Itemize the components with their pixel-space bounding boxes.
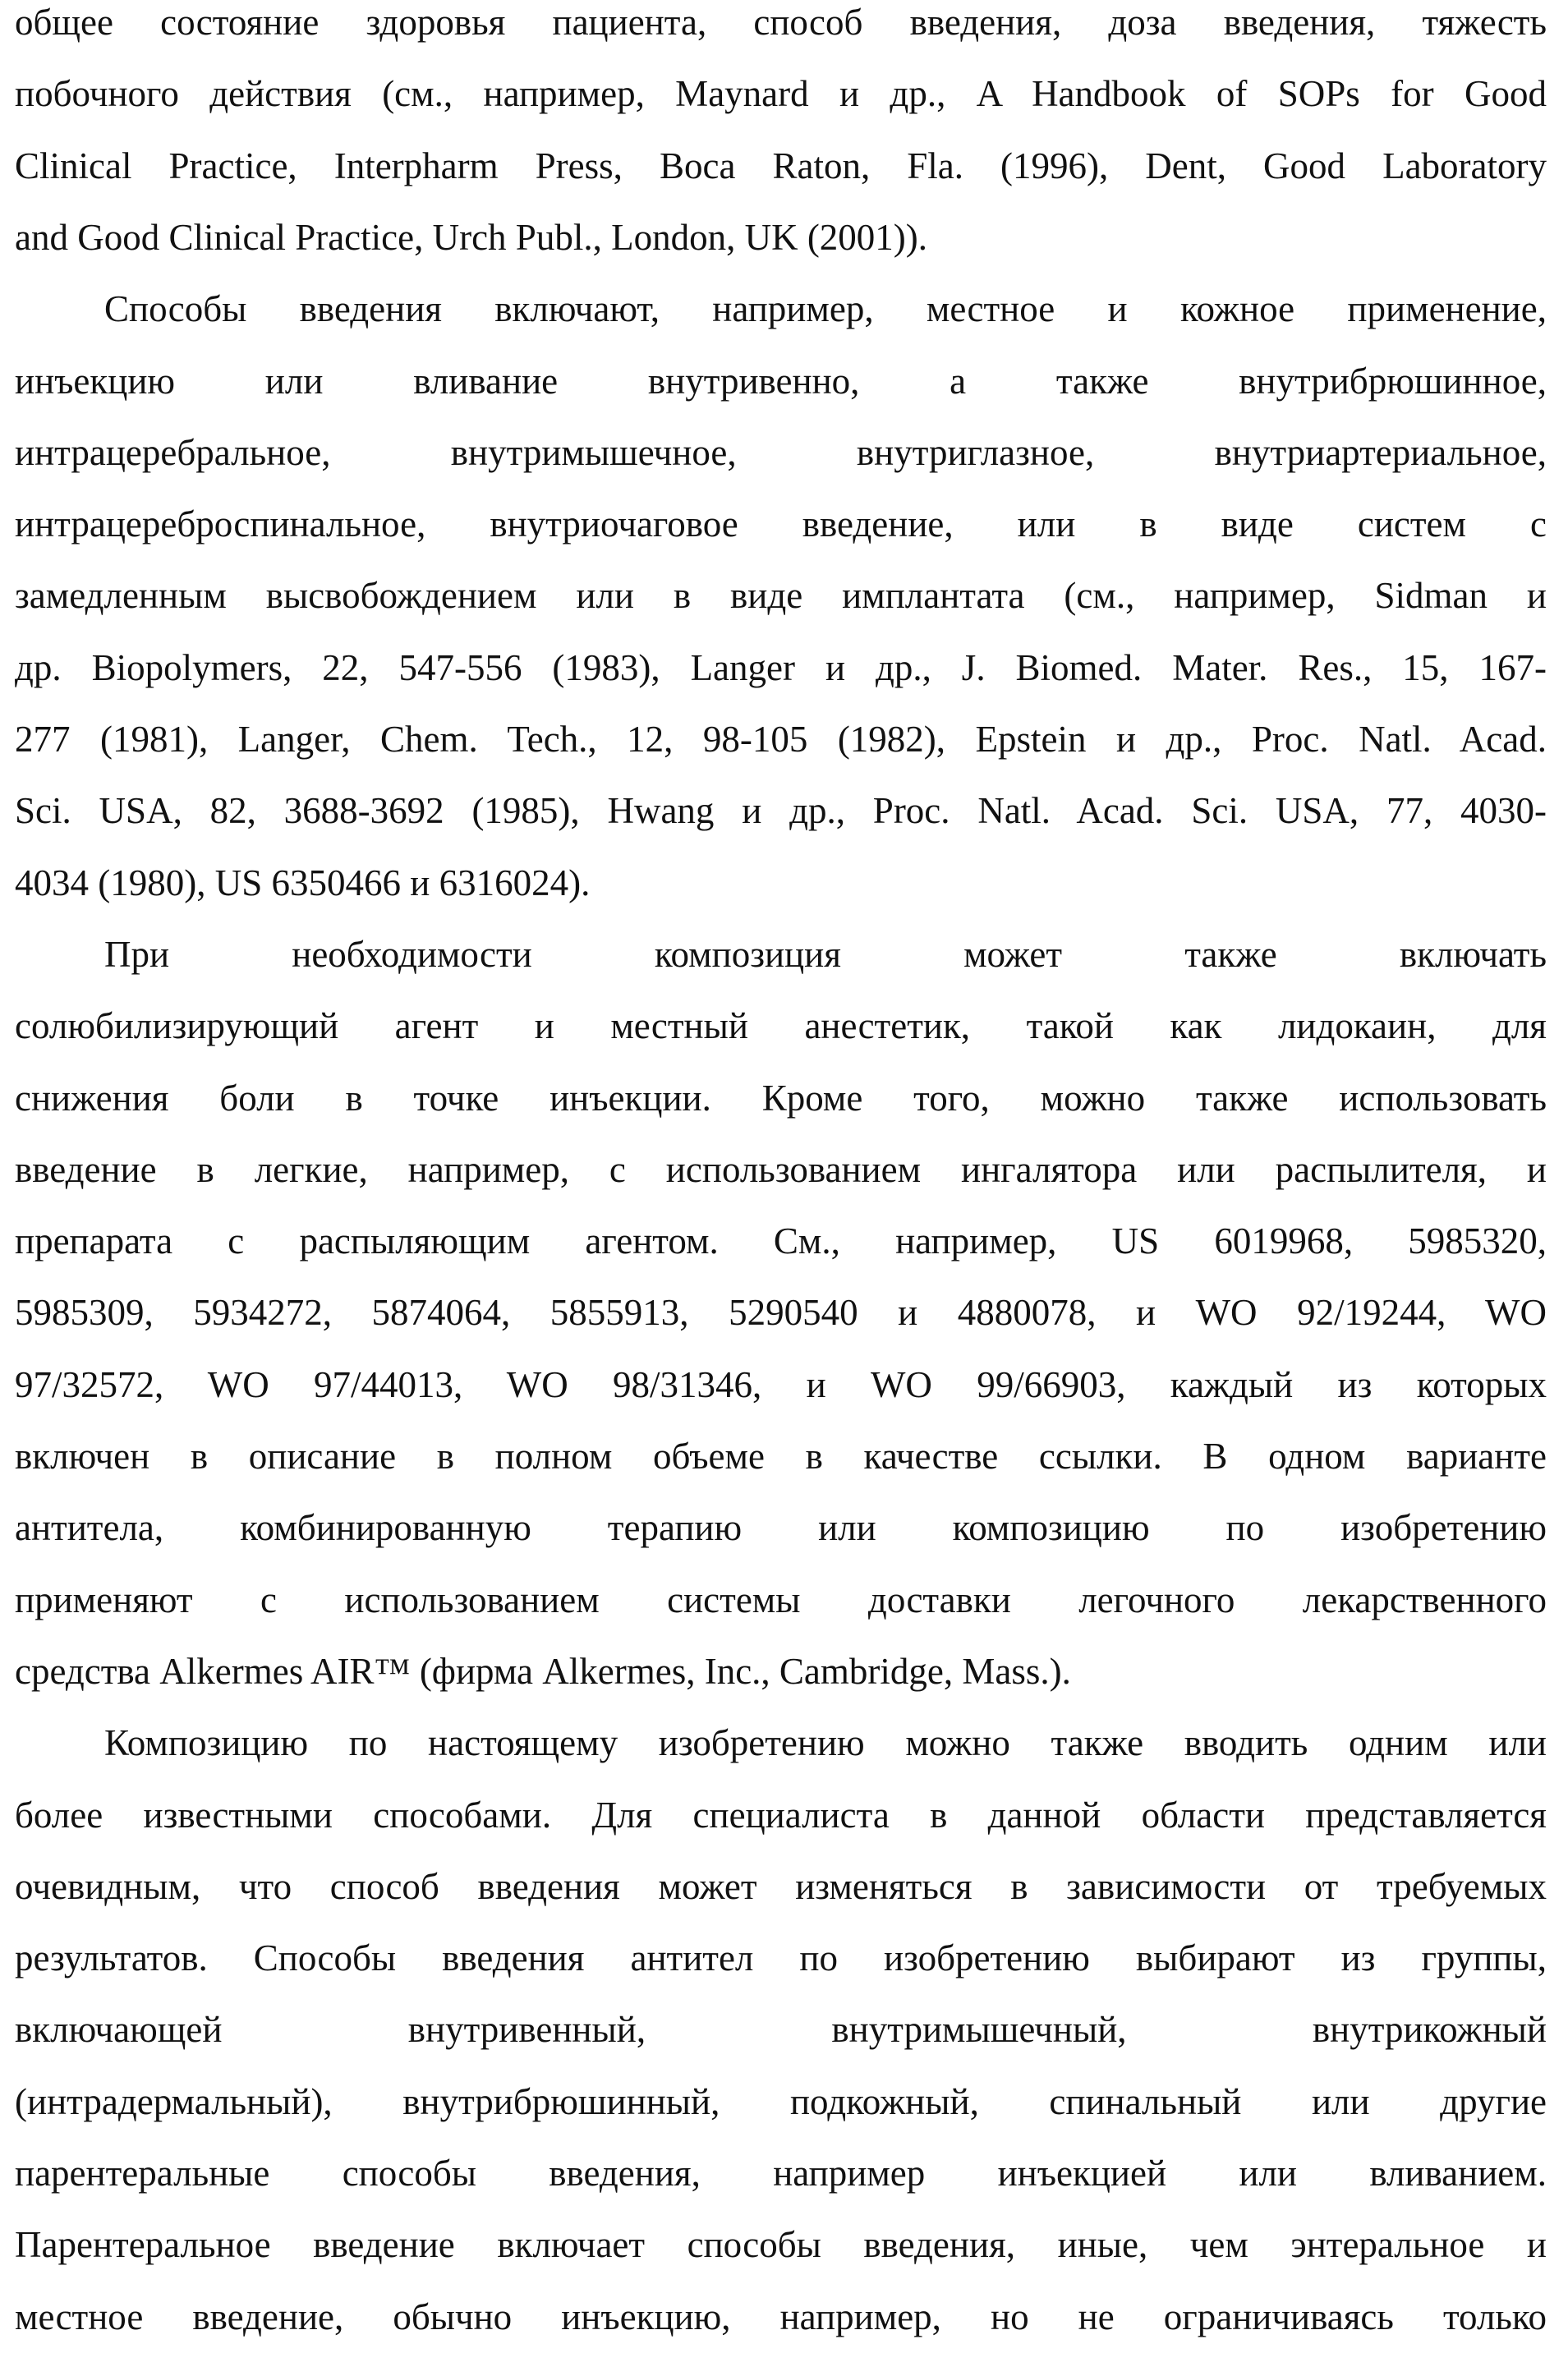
text-line: интрацеребральное, внутримышечное, внутриглазное, внутриартериальное, (15, 417, 1547, 489)
text-line: (интрадермальный), внутрибрюшинный, подкожный, спинальный или другие (15, 2066, 1547, 2138)
text-line: Способы введения включают, например, местное и кожное применение, (104, 273, 1547, 345)
text-line: снижения боли в точке инъекции. Кроме того, можно также использовать (15, 1063, 1547, 1134)
text-line: включающей внутривенный, внутримышечный, внутрикожный (15, 1994, 1547, 2066)
text-line: антитела, комбинированную терапию или композицию по изобретению (15, 1492, 1547, 1564)
text-line: препарата с распыляющим агентом. См., например, US 6019968, 5985320, (15, 1206, 1547, 1277)
text-line: 97/32572, WO 97/44013, WO 98/31346, и WO 99/66903, каждый из которых (15, 1349, 1547, 1421)
text-line: 277 (1981), Langer, Chem. Tech., 12, 98-105 (1982), Epstein и др., Proc. Natl. Acad. (15, 704, 1547, 775)
text-line: Композицию по настоящему изобретению можно также вводить одним или (104, 1707, 1547, 1779)
text-line: солюбилизирующий агент и местный анестетик, такой как лидокаин, для (15, 990, 1547, 1062)
text-line: результатов. Способы введения антител по изобретению выбирают из группы, (15, 1923, 1547, 1994)
text-line: др. Biopolymers, 22, 547-556 (1983), Langer и др., J. Biomed. Mater. Res., 15, 167- (15, 632, 1547, 704)
document-page (0, 0, 1568, 2342)
text-line: замедленным высвобождением или в виде имплантата (см., например, Sidman и (15, 560, 1547, 632)
text-line: применяют с использованием системы доставки легочного лекарственного (15, 1565, 1547, 1636)
text-line: введение в легкие, например, с использованием ингалятора или распылителя, и (15, 1134, 1547, 1206)
text-line: побочного действия (см., например, Maynard и др., A Handbook of SOPs for Good (15, 58, 1547, 130)
text-line: интрацереброспинальное, внутриочаговое введение, или в виде систем с (15, 489, 1547, 560)
text-line: 4034 (1980), US 6350466 и 6316024). (15, 848, 1547, 919)
text-line: общее состояние здоровья пациента, способ введения, доза введения, тяжесть (15, 0, 1547, 58)
text-line: При необходимости композиция может также включать (104, 919, 1547, 990)
text-line: Clinical Practice, Interpharm Press, Boca Raton, Fla. (1996), Dent, Good Laboratory (15, 131, 1547, 202)
text-line: более известными способами. Для специалиста в данной области представляется (15, 1780, 1547, 1851)
text-line: очевидным, что способ введения может изменяться в зависимости от требуемых (15, 1851, 1547, 1923)
text-line: включен в описание в полном объеме в качестве ссылки. В одном варианте (15, 1421, 1547, 1492)
text-line: инъекцию или вливание внутривенно, а также внутрибрюшинное, (15, 346, 1547, 417)
text-line: 5985309, 5934272, 5874064, 5855913, 5290540 и 4880078, и WO 92/19244, WO (15, 1277, 1547, 1349)
text-line: парентеральные способы введения, например инъекцией или вливанием. (15, 2138, 1547, 2209)
text-line: местное введение, обычно инъекцию, например, но не ограничиваясь только (15, 2282, 1547, 2353)
text-line: Парентеральное введение включает способы введения, иные, чем энтеральное и (15, 2209, 1547, 2281)
text-line: and Good Clinical Practice, Urch Publ., London, UK (2001)). (15, 202, 1547, 273)
text-line: Sci. USA, 82, 3688-3692 (1985), Hwang и др., Proc. Natl. Acad. Sci. USA, 77, 4030- (15, 775, 1547, 847)
text-line: средства Alkermes AIR™ (фирма Alkermes, Inc., Cambridge, Mass.). (15, 1636, 1547, 1707)
